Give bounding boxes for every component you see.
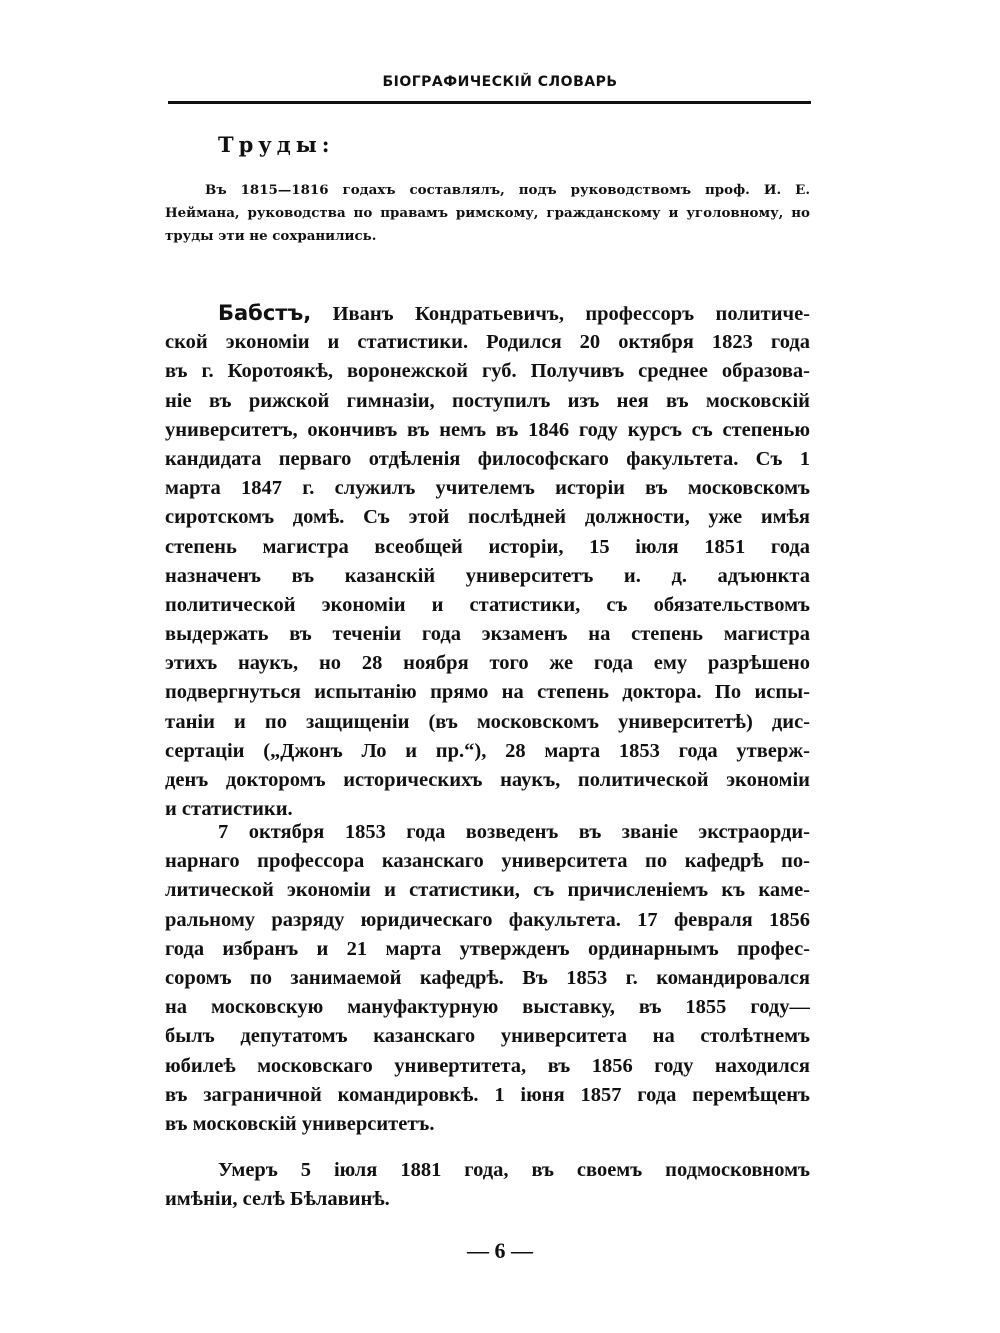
header-rule — [168, 101, 811, 104]
text-line-content: Иванъ Кондратьевичъ, профессоръ политиче- — [332, 303, 810, 325]
text-line: года избранъ и 21 марта утвержденъ ординарнымъ профес- — [165, 937, 810, 960]
text-line: сиротскомъ домѣ. Съ этой послѣдней должности, уже имѣя — [165, 506, 810, 529]
running-head: БІОГРАФИЧЕСКІЙ СЛОВАРЬ — [382, 74, 618, 90]
text-line: степень магистра всеобщей исторіи, 15 іюля 1851 года — [165, 535, 810, 558]
text-line: былъ депутатомъ казанскаго университета на столѣтнемъ — [165, 1025, 810, 1048]
text-line: въ московскій университетъ. — [165, 1112, 435, 1135]
text-line: труды эти не сохранились. — [165, 228, 377, 244]
text-line: 7 октября 1853 года возведенъ въ званіе экстраорди- — [218, 821, 810, 843]
text-line: ской экономіи и статистики. Родился 20 октября 1823 года — [165, 331, 810, 354]
text-line: въ г. Коротоякѣ, воронежской губ. Получивъ среднее образова- — [165, 360, 810, 383]
text-line: сертаціи („Джонъ Ло и пр.“), 28 марта 1853 года утверж- — [165, 739, 810, 762]
text-line: университетъ, окончивъ въ немъ въ 1846 году курсъ съ степенью — [165, 418, 810, 441]
text-line: денъ докторомъ историческихъ наукъ, политической экономіи — [165, 769, 810, 791]
text-line: подвергнуться испытанію прямо на степень доктора. По испы- — [165, 681, 810, 704]
text-line: и статистики. — [165, 798, 293, 821]
text-line: марта 1847 г. служилъ учителемъ исторіи въ московскомъ — [165, 477, 810, 500]
text-line: назначенъ въ казанскій университетъ и. д. адъюнкта — [165, 564, 810, 587]
text-line: политической экономіи и статистики, съ обязательствомъ — [165, 593, 810, 616]
text-line: соромъ по занимаемой кафедрѣ. Въ 1853 г. командировался — [165, 966, 810, 989]
text-line: ральному разряду юридическаго факультета. 17 февраля 1856 — [165, 908, 810, 931]
entry-paragraph-biography — [165, 299, 810, 824]
text-line: Умеръ 5 іюля 1881 года, въ своемъ подмосковномъ — [218, 1159, 810, 1181]
text-line: ніе въ рижской гимназіи, поступилъ изъ нея въ московскій — [165, 389, 810, 412]
text-line: литической экономіи и статистики, съ причисленіемъ къ каме- — [165, 879, 810, 902]
entry-paragraph-career — [165, 818, 810, 1139]
page-number: — 6 — — [467, 1238, 533, 1263]
text-line: таніи и по защищеніи (въ московскомъ университетѣ) дис- — [165, 710, 810, 733]
text-line: этихъ наукъ, но 28 ноября того же года ему разрѣшено — [165, 652, 810, 675]
entry-name: Бабстъ, — [218, 301, 312, 325]
text-line: юбилеѣ московскаго универтитета, въ 1856 году находился — [165, 1054, 810, 1077]
works-heading: Труды: — [218, 132, 335, 157]
text-line — [165, 299, 810, 328]
entry-paragraph-death — [165, 1156, 810, 1214]
text-line: Въ 1815—1816 годахъ составлялъ, подъ руководствомъ проф. И. Е. — [205, 182, 810, 198]
text-line: имѣніи, селѣ Бѣлавинѣ. — [165, 1188, 390, 1211]
text-line: на московскую мануфактурную выставку, въ 1855 году— — [165, 996, 810, 1019]
text-line: выдержать въ теченіи года экзаменъ на степень магистра — [165, 623, 810, 646]
text-line: кандидата перваго отдѣленія философскаго факультета. Съ 1 — [165, 447, 810, 470]
works-paragraph — [165, 179, 810, 248]
text-line: нарнаго профессора казанскаго университета по кафедрѣ по- — [165, 850, 810, 873]
text-line: въ заграничной командировкѣ. 1 іюня 1857 года перемѣщенъ — [165, 1083, 810, 1106]
text-line: Неймана, руководства по правамъ римскому, гражданскому и уголовному, но — [165, 205, 810, 221]
